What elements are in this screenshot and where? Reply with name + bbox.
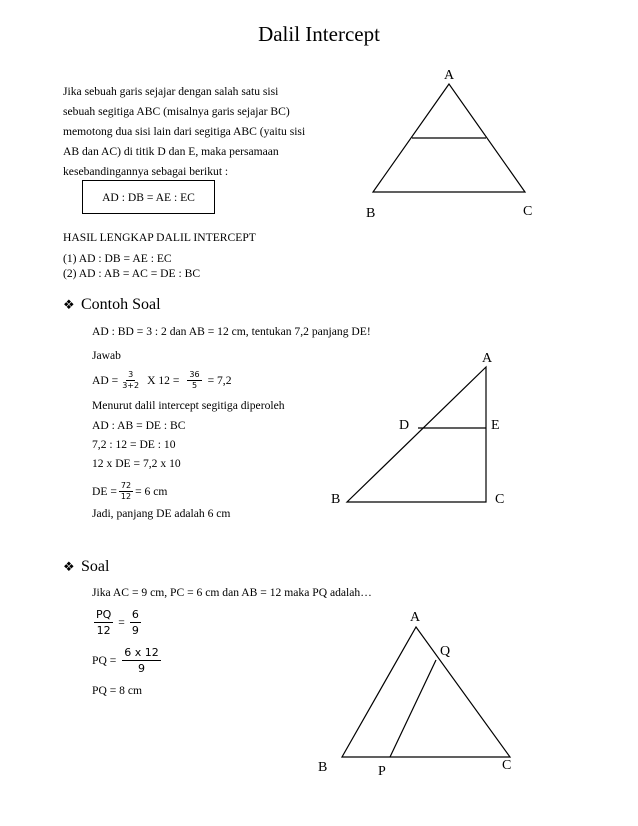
vertex-label-a: A xyxy=(410,610,421,625)
numerator: 6 x 12 xyxy=(124,645,159,659)
diamond-bullet-icon: ❖ xyxy=(63,559,75,574)
intro-line: memotong dua sisi lain dari segitiga ABC (yaitu sisi xyxy=(63,125,306,138)
fraction xyxy=(122,645,161,676)
fraction xyxy=(187,370,201,391)
denominator: 9 xyxy=(131,623,139,637)
intro-line: AB dan AC) di titik D dan E, maka persamaan xyxy=(63,145,279,158)
menurut-text: Menurut dalil intercept segitiga diperoleh xyxy=(92,399,285,412)
fraction xyxy=(119,481,133,502)
denominator: 12 xyxy=(120,491,132,501)
vertex-label-b: B xyxy=(318,760,328,775)
intro-line: Jika sebuah garis sejajar dengan salah satu sisi xyxy=(63,85,279,98)
equation-text: DE = xyxy=(92,484,117,498)
equation-text: PQ = xyxy=(92,653,117,667)
equation-text: = 6 cm xyxy=(135,484,168,498)
triangle-figure-3 xyxy=(310,605,530,777)
triangle-figure-2 xyxy=(325,345,525,515)
hasil-heading: HASIL LENGKAP DALIL INTERCEPT xyxy=(63,231,256,244)
denominator: 12 xyxy=(96,623,111,637)
intro-line: sebuah segitiga ABC (misalnya garis sejajar BC) xyxy=(63,105,290,118)
vertex-label-b: B xyxy=(366,206,376,221)
de-equation xyxy=(92,478,167,504)
vertex-label-p: P xyxy=(378,764,386,777)
page-title: Dalil Intercept xyxy=(258,22,380,46)
ad-equation xyxy=(92,367,232,393)
fraction xyxy=(130,607,141,638)
intro-paragraph xyxy=(63,82,353,182)
segment-pq xyxy=(390,660,436,757)
step-line: AD : AB = DE : BC xyxy=(92,419,186,432)
soal-heading-text: Soal xyxy=(81,558,110,575)
vertex-label-b: B xyxy=(331,492,341,507)
contoh-question: AD : BD = 3 : 2 dan AB = 12 cm, tentukan 7,2 panjang DE! xyxy=(92,325,371,338)
contoh-heading-text: Contoh Soal xyxy=(81,296,161,313)
triangle-abc xyxy=(342,627,510,757)
denominator: 3+2 xyxy=(122,380,140,390)
conclusion-text: Jadi, panjang DE adalah 6 cm xyxy=(92,507,231,520)
step-line: 7,2 : 12 = DE : 10 xyxy=(92,438,176,451)
numerator: 3 xyxy=(128,369,134,379)
hasil-item: (1) AD : DB = AE : EC xyxy=(63,252,172,265)
hasil-item: (2) AD : AB = AC = DE : BC xyxy=(63,267,201,280)
vertex-label-c: C xyxy=(523,204,533,219)
equation-text: = 7,2 xyxy=(207,373,232,387)
jawab-label: Jawab xyxy=(92,349,121,362)
numerator: 36 xyxy=(189,369,200,379)
diamond-bullet-icon: ❖ xyxy=(63,297,75,312)
denominator: 9 xyxy=(138,661,146,675)
vertex-label-a: A xyxy=(444,68,455,83)
contoh-soal-heading xyxy=(63,296,161,314)
vertex-label-e: E xyxy=(491,418,500,433)
pq-equation xyxy=(92,644,163,676)
numerator: PQ xyxy=(96,607,112,621)
equation-text: AD = xyxy=(92,373,119,387)
vertex-label-d: D xyxy=(399,418,410,433)
fraction xyxy=(94,607,113,638)
intro-line: kesebandingannya sebagai berikut : xyxy=(63,165,229,178)
soal-answer: PQ = 8 cm xyxy=(92,684,143,697)
right-triangle-abc xyxy=(347,367,486,502)
triangle-figure-1 xyxy=(350,62,550,222)
vertex-label-c: C xyxy=(502,758,512,773)
numerator: 6 xyxy=(131,607,139,621)
vertex-label-c: C xyxy=(495,492,505,507)
ratio-equation xyxy=(92,606,143,638)
fraction xyxy=(120,370,141,391)
equation-text: X 12 = xyxy=(147,373,180,387)
intercept-formula-box: AD : DB = AE : EC xyxy=(82,180,215,214)
denominator: 5 xyxy=(191,380,198,390)
soal-question: Jika AC = 9 cm, PC = 6 cm dan AB = 12 maka PQ adalah… xyxy=(92,586,372,599)
vertex-label-q: Q xyxy=(440,644,451,659)
soal-heading xyxy=(63,558,109,576)
vertex-label-a: A xyxy=(482,351,493,366)
numerator: 72 xyxy=(120,480,132,490)
step-line: 12 x DE = 7,2 x 10 xyxy=(92,457,181,470)
equation-text: = xyxy=(118,615,125,629)
